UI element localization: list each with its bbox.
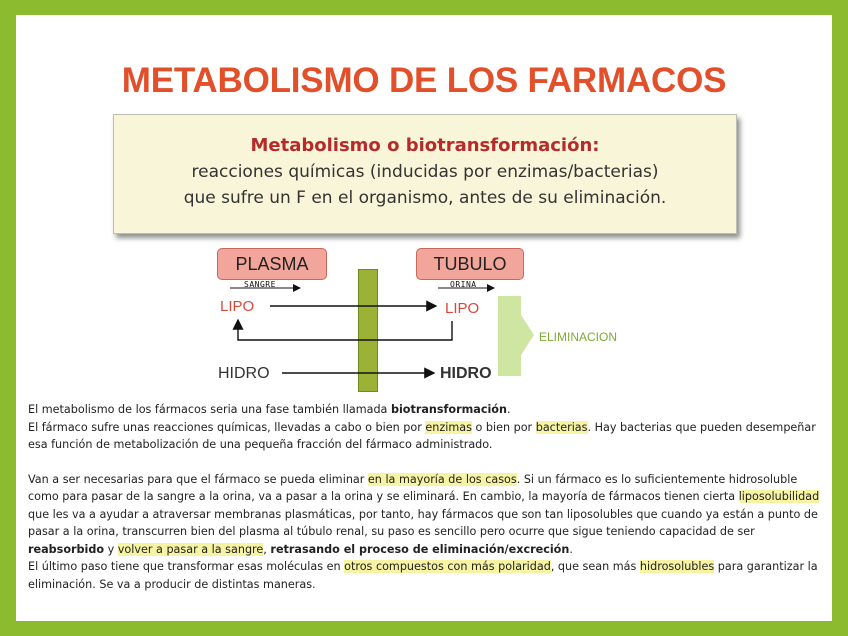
plasma-box: PLASMA — [217, 248, 327, 280]
reabsorption-arrow — [238, 320, 452, 340]
definition-heading: Metabolismo o biotransformación: — [250, 135, 600, 156]
lipo-right-label: LIPO — [445, 300, 480, 317]
eliminacion-arrow — [498, 296, 534, 376]
paragraph-3: Van a ser necesarias para que el fármaco se pueda eliminar en la mayoría de los casos. Si un fármaco es lo suficientemente hidrosoluble como para pasar de la sangre a la orina, va a pasar a la orina y se eliminará. En cambio, la mayoría de fármacos tienen cierta liposolubilidad que les va a ayudar a atraversar membranas plasmáticas, por tanto, hay fármacos que son tan liposolubles que cuando ya están a punto de pasar a la orina, transcurren bien del plasma al túbulo renal, su paso es sencillo pero ocurre que sigue teniendo capacidad de ser reabsorbido y volver a pasar a la sangre, retrasando el proceso de eliminación/excreción. — [28, 472, 820, 556]
definition-line-1: reacciones químicas (inducidas por enzimas/bacterias) — [191, 162, 659, 182]
paragraph-4: El último paso tiene que transformar esas moléculas en otros compuestos con más polaridad, que sean más hidrosolubles para garantizar la eliminación. Se va a producir de distintas maneras. — [28, 560, 818, 591]
plasma-note: SANGRE — [244, 280, 276, 289]
tubulo-box: TUBULO — [416, 248, 524, 280]
slide-title: METABOLISMO DE LOS FARMACOS — [121, 61, 727, 100]
paragraph-1: El metabolismo de los fármacos seria una fase también llamada biotransformación. — [28, 403, 511, 416]
hidro-left-label: HIDRO — [218, 365, 270, 382]
definition-line-2: que sufre un F en el organismo, antes de su eliminación. — [183, 188, 667, 208]
body-text — [28, 401, 824, 593]
hidro-right-label: HIDRO — [440, 365, 492, 382]
lipo-left-label: LIPO — [220, 298, 255, 315]
eliminacion-label: ELIMINACION — [539, 330, 618, 344]
tubulo-note: ORINA — [450, 280, 477, 289]
paragraph-2: El fármaco sufre unas reacciones químicas, llevadas a cabo o bien por enzimas o bien por bacterias. Hay bacterias que pueden desempeñar esa función de metabolización de una pequeña fracción del fármaco administrado. — [28, 420, 816, 451]
slide — [16, 15, 832, 621]
